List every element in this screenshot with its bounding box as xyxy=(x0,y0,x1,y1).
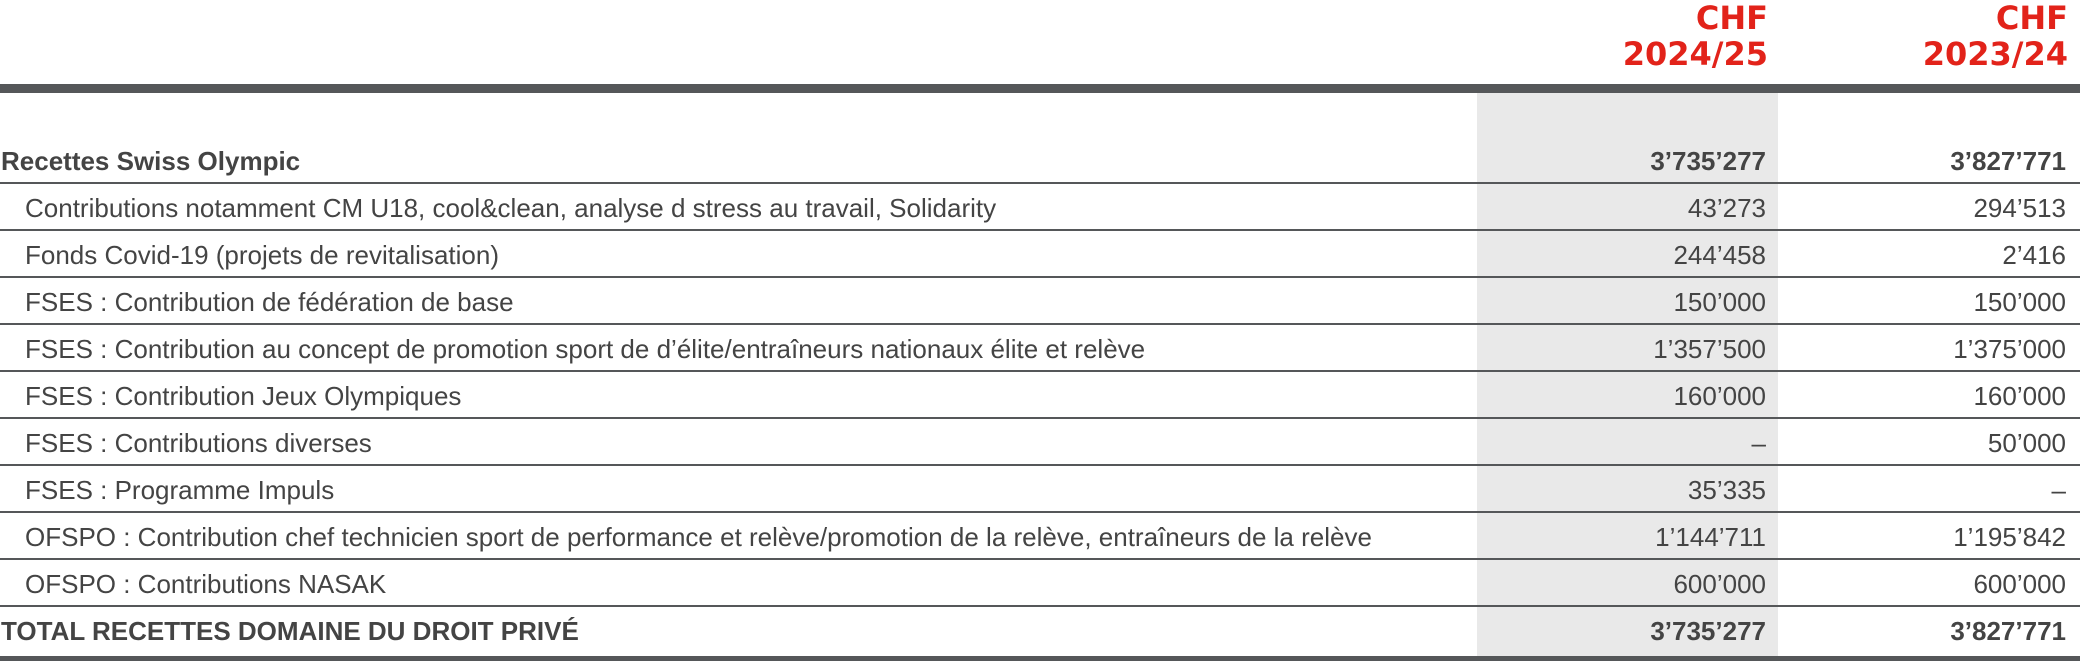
row-label: Contributions notamment CM U18, cool&clean, analyse d stress au travail, Solidarity xyxy=(25,193,997,223)
column-header-currency: CHF xyxy=(1995,0,2068,37)
table-row xyxy=(0,419,2080,466)
column-header-period: 2024/25 xyxy=(1622,35,1768,73)
row-value-2023-24: 3’827’771 xyxy=(1950,616,2066,646)
row-value-2024-25: 160’000 xyxy=(1673,381,1766,411)
footer-divider xyxy=(0,656,2080,661)
row-label: OFSPO : Contribution chef technicien sport de performance et relève/promotion de la relève, entraîneurs de la relève xyxy=(25,522,1372,552)
income-table xyxy=(0,137,2080,654)
column-header-2023-24 xyxy=(1778,0,2068,72)
row-value-2024-25: 43’273 xyxy=(1687,193,1766,223)
row-value-2024-25: 600’000 xyxy=(1673,569,1766,599)
row-value-2023-24: – xyxy=(2051,475,2066,505)
row-label: FSES : Contribution de fédération de base xyxy=(25,287,514,317)
table-row xyxy=(0,372,2080,419)
row-value-2023-24: 294’513 xyxy=(1973,193,2066,223)
row-label: FSES : Contribution au concept de promotion sport de d’élite/entraîneurs nationaux élite et relève xyxy=(25,334,1146,364)
row-value-2023-24: 1’375’000 xyxy=(1953,334,2066,364)
row-value-2023-24: 2’416 xyxy=(2002,240,2066,270)
table-row xyxy=(0,513,2080,560)
row-value-2023-24: 50’000 xyxy=(1987,428,2066,458)
row-value-2023-24: 600’000 xyxy=(1973,569,2066,599)
row-label: Fonds Covid-19 (projets de revitalisation) xyxy=(25,240,499,270)
row-label: FSES : Programme Impuls xyxy=(25,475,335,505)
row-value-2024-25: 35’335 xyxy=(1687,475,1766,505)
table-row xyxy=(0,325,2080,372)
row-label: TOTAL RECETTES DOMAINE DU DROIT PRIVÉ xyxy=(1,616,579,646)
row-value-2024-25: – xyxy=(1751,428,1766,458)
table-row xyxy=(0,466,2080,513)
table-row-section-heading xyxy=(0,137,2080,184)
column-header-currency: CHF xyxy=(1695,0,1768,37)
table-row xyxy=(0,184,2080,231)
table-row xyxy=(0,560,2080,607)
table-row-total xyxy=(0,607,2080,654)
row-value-2024-25: 3’735’277 xyxy=(1650,616,1766,646)
table-row xyxy=(0,278,2080,325)
row-value-2023-24: 3’827’771 xyxy=(1950,146,2066,176)
row-label: FSES : Contribution Jeux Olympiques xyxy=(25,381,462,411)
row-value-2024-25: 244’458 xyxy=(1673,240,1766,270)
row-value-2023-24: 160’000 xyxy=(1973,381,2066,411)
row-label: FSES : Contributions diverses xyxy=(25,428,372,458)
row-label: Recettes Swiss Olympic xyxy=(1,146,301,176)
row-value-2024-25: 1’144’711 xyxy=(1655,522,1766,552)
row-value-2023-24: 150’000 xyxy=(1973,287,2066,317)
row-value-2023-24: 1’195’842 xyxy=(1953,522,2066,552)
row-value-2024-25: 150’000 xyxy=(1673,287,1766,317)
column-header-2024-25 xyxy=(1478,0,1768,72)
row-label: OFSPO : Contributions NASAK xyxy=(25,569,387,599)
row-value-2024-25: 3’735’277 xyxy=(1650,146,1766,176)
row-value-2024-25: 1’357’500 xyxy=(1653,334,1766,364)
header-divider xyxy=(0,84,2080,93)
column-header-period: 2023/24 xyxy=(1922,35,2068,73)
table-row xyxy=(0,231,2080,278)
